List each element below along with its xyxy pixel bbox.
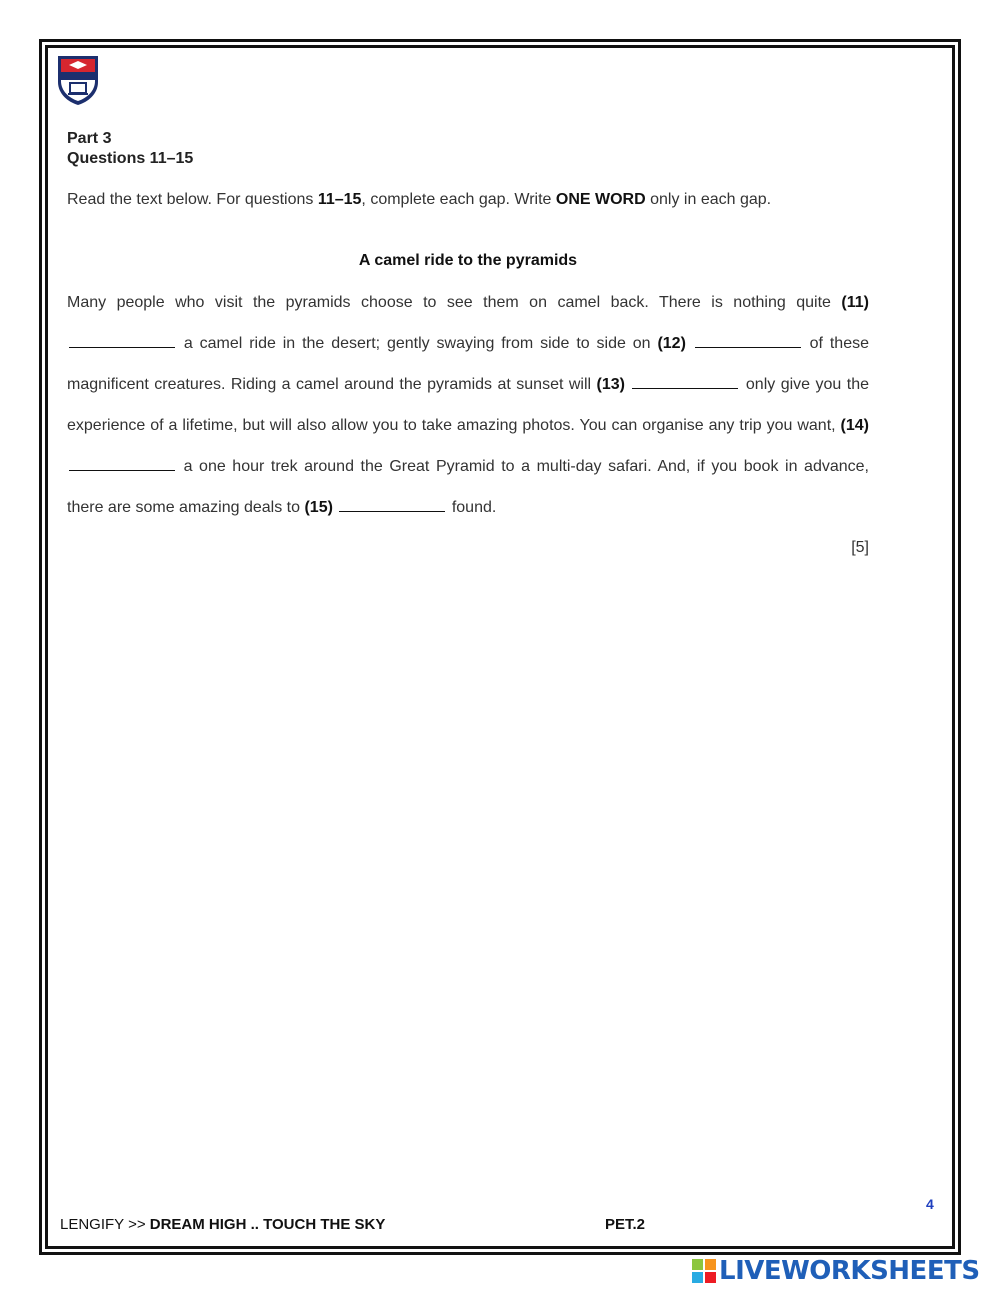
- instructions: [67, 190, 771, 210]
- gap-13-input[interactable]: [632, 374, 738, 389]
- footer-slogan-text: DREAM HIGH .. TOUCH THE SKY: [149, 1216, 386, 1233]
- marks-total: [5]: [851, 539, 869, 556]
- part-heading: [67, 129, 193, 169]
- passage-segment-5: a one hour trek around the Great Pyramid to a multi-day safari. And, if you book in advance, there are some amazing deals to: [67, 458, 869, 516]
- footer-exam-code: PET.2: [605, 1216, 646, 1233]
- instructions-pre: Read the text below. For questions: [67, 191, 318, 208]
- gap-12-input[interactable]: [695, 333, 801, 348]
- page-number: 4: [926, 1196, 934, 1212]
- question-12-label: (12): [657, 335, 686, 352]
- gap-15-input[interactable]: [339, 497, 445, 512]
- liveworksheets-wordmark: LIVEWORKSHEETS: [719, 1256, 980, 1286]
- page-border-inner: [45, 45, 955, 1249]
- lengify-logo: [54, 52, 102, 106]
- gap-14-input[interactable]: [69, 456, 175, 471]
- instructions-range: 11–15: [317, 191, 362, 208]
- footer-slogan: [60, 1216, 385, 1233]
- passage-segment-2: a camel ride in the desert; gently swaying from side to side on: [177, 335, 658, 352]
- passage-title: A camel ride to the pyramids: [358, 252, 578, 269]
- gap-11-input[interactable]: [69, 333, 175, 348]
- questions-range: Questions 11–15: [67, 150, 194, 167]
- footer-brand-prefix: LENGIFY >>: [60, 1216, 150, 1233]
- question-11-label: (11): [841, 294, 869, 311]
- liveworksheets-watermark: [692, 1255, 980, 1287]
- passage-text: [67, 282, 869, 528]
- instructions-post: only in each gap.: [645, 191, 772, 208]
- question-13-label: (13): [596, 376, 625, 393]
- instructions-mid: , complete each gap. Write: [361, 191, 556, 208]
- passage-segment-1: Many people who visit the pyramids choose to see them on camel back. There is nothing quite: [67, 294, 842, 311]
- passage-segment-3: of these magnificent creatures. Riding a camel around the pyramids at sunset will: [67, 335, 869, 393]
- question-15-label: (15): [304, 499, 333, 516]
- liveworksheets-icon: [692, 1259, 716, 1283]
- question-14-label: (14): [840, 417, 869, 434]
- part-title: Part 3: [67, 130, 112, 147]
- passage-segment-6: found.: [447, 499, 497, 516]
- passage-segment-4: only give you the experience of a lifetime, but will also allow you to take amazing photos. You can organise any trip you want,: [67, 376, 869, 434]
- instructions-emphasis: ONE WORD: [555, 191, 646, 208]
